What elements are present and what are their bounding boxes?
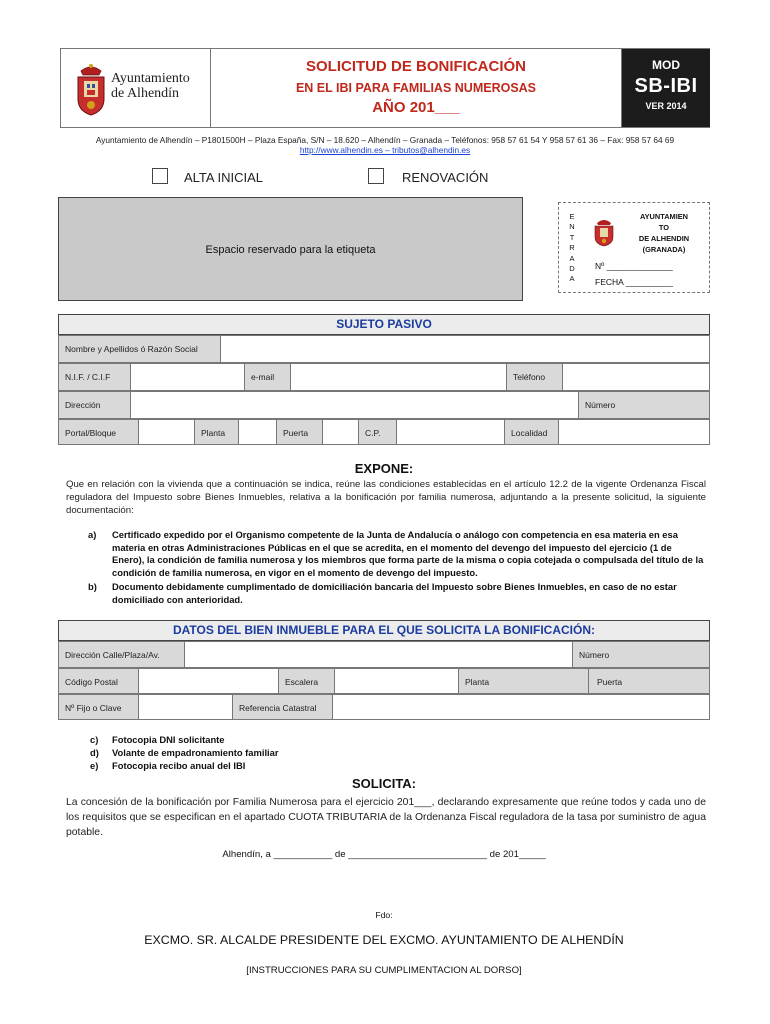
alta-inicial-label: ALTA INICIAL xyxy=(184,170,263,185)
bien-escalera-label: Escalera xyxy=(279,669,335,693)
item-a-text: Certificado expedido por el Organismo competente de la Junta de Andalucía o análogo con competencia en esa materia en esa materia en otras Administraciones Públicas en el que se acredita, en el momento del devengo del impuesto del ejercicio (1 de Enero), la condición de familia numerosa y los miembros que forma parte de la misma o copia cotejada o compulsada del título de la condición de familia numerosa, en vigor en el momento de devengo del impuesto. xyxy=(112,529,704,578)
entrada-number: Nº ______________ xyxy=(595,261,673,271)
entrada-letter: E xyxy=(569,212,575,221)
puerta-field[interactable] xyxy=(323,420,359,444)
bien-cp-field[interactable] xyxy=(139,669,279,693)
entrada-letter: A xyxy=(569,253,575,263)
bien-catastral-field[interactable] xyxy=(333,695,709,719)
nif-field[interactable] xyxy=(131,364,245,390)
bien-direccion-row xyxy=(58,641,710,668)
renovacion-label: RENOVACIÓN xyxy=(402,170,489,185)
bien-fijo-field[interactable] xyxy=(139,695,233,719)
item-b-marker: b) xyxy=(88,581,97,592)
bien-puerta-label xyxy=(589,669,709,693)
mod-version: VER 2014 xyxy=(645,101,687,111)
entrada-letter: A xyxy=(569,274,575,284)
nombre-label: Nombre y Apellidos ó Razón Social xyxy=(59,336,221,362)
mod-code: SB-IBI xyxy=(634,75,698,97)
doc-d-text: Volante de empadronamiento familiar xyxy=(112,747,279,758)
direccion-label: Dirección xyxy=(59,392,131,418)
bien-planta-label: Planta xyxy=(459,669,589,693)
expone-text: Que en relación con la vivienda que a continuación se indica, reúne las condiciones establecidas en el artículo 12.2 de la vigente Ordenanza Fiscal reguladora del Impuesto sobre Bienes Inmuebles, relativa a la bonificación por familia numerosa, adjuntando a la presente solicitud, la siguiente documentación: xyxy=(66,479,706,516)
localidad-field[interactable] xyxy=(559,420,709,444)
form-header xyxy=(60,48,710,128)
entrada-date: FECHA __________ xyxy=(595,277,673,287)
entrada-ayuntamiento xyxy=(619,211,709,255)
doc-e-marker: e) xyxy=(90,760,99,771)
address-block xyxy=(60,135,710,155)
localidad-label: Localidad xyxy=(505,420,559,444)
portal-field[interactable] xyxy=(139,420,195,444)
logo-line-2: de Alhendín xyxy=(111,86,180,101)
bien-escalera-field[interactable] xyxy=(335,669,459,693)
logo-cell xyxy=(61,49,211,127)
direccion-row xyxy=(58,391,710,419)
planta-field[interactable] xyxy=(239,420,277,444)
bien-catastral-row xyxy=(58,694,710,720)
small-coat-of-arms-icon xyxy=(593,217,615,247)
entrada-ayto-line: DE ALHENDIN xyxy=(638,234,690,243)
website-email-link[interactable]: http://www.alhendin.es – tributos@alhendin.es xyxy=(299,145,471,155)
form-subtitle: EN EL IBI PARA FAMILIAS NUMEROSAS xyxy=(295,81,537,95)
logo-text xyxy=(111,71,190,101)
label-reserved-area xyxy=(58,197,523,301)
sujeto-pasivo-header: SUJETO PASIVO xyxy=(58,314,710,335)
nif-label: N.I.F. / C.I.F xyxy=(59,364,131,390)
bien-catastral-label: Referencia Catastral xyxy=(233,695,333,719)
bien-puerta-text: Puerta xyxy=(597,677,623,687)
solicita-heading: SOLICITA: xyxy=(351,776,417,791)
nombre-row xyxy=(58,335,710,363)
entrada-vertical-text xyxy=(567,212,577,285)
cp-field[interactable] xyxy=(397,420,505,444)
bien-cp-row xyxy=(58,668,710,694)
doc-c-marker: c) xyxy=(90,734,99,745)
solicita-text: La concesión de la bonificación por Familia Numerosa para el ejercicio 201___, declarando expresamente que reúne todos y cada uno de los requisitos que se especifican en el apartado CUOTA TRIBUTARIA de la Ordenanza Fiscal reguladora de la tasa por suministro de agua potable. xyxy=(66,797,706,838)
date-line: Alhendín, a ___________ de __________________________ de 201_____ xyxy=(222,849,546,860)
model-cell xyxy=(622,49,710,127)
renovacion-checkbox[interactable] xyxy=(368,168,384,184)
email-field[interactable] xyxy=(291,364,507,390)
entry-stamp-box xyxy=(558,202,710,293)
item-a-marker: a) xyxy=(88,529,97,540)
cp-label: C.P. xyxy=(359,420,397,444)
entrada-ayto-line: (GRANADA) xyxy=(642,245,686,254)
portal-label: Portal/Bloque xyxy=(59,420,139,444)
coat-of-arms-icon xyxy=(75,61,107,117)
entrada-letter: D xyxy=(569,264,575,274)
puerta-label: Puerta xyxy=(277,420,323,444)
bien-numero-label: Número xyxy=(573,642,709,667)
doc-c-text: Fotocopia DNI solicitante xyxy=(112,734,225,745)
entrada-letter: R xyxy=(569,243,575,253)
bien-fijo-label: Nº Fijo o Clave xyxy=(59,695,139,719)
entrada-letter: T xyxy=(569,232,575,242)
title-cell xyxy=(211,49,622,127)
bien-cp-label: Código Postal xyxy=(59,669,139,693)
nif-row xyxy=(58,363,710,391)
bien-inmueble-header: DATOS DEL BIEN INMUEBLE PARA EL QUE SOLICITA LA BONIFICACIÓN: xyxy=(58,620,710,641)
numero-label: Número xyxy=(579,392,709,418)
doc-d-marker: d) xyxy=(90,747,99,758)
label-reserved-text: Espacio reservado para la etiqueta xyxy=(205,244,376,256)
doc-e-text: Fotocopia recibo anual del IBI xyxy=(112,760,246,771)
entrada-ayto-line: TO xyxy=(658,223,670,232)
telefono-field[interactable] xyxy=(563,364,709,390)
alta-inicial-checkbox[interactable] xyxy=(152,168,168,184)
nombre-field[interactable] xyxy=(221,336,709,362)
logo-line-1: Ayuntamiento xyxy=(111,71,190,86)
telefono-label: Teléfono xyxy=(507,364,563,390)
bien-direccion-field[interactable] xyxy=(185,642,573,667)
bien-direccion-label: Dirección Calle/Plaza/Av. xyxy=(59,642,185,667)
entrada-letter: N xyxy=(569,222,575,232)
form-title: SOLICITUD DE BONIFICACIÓN xyxy=(306,58,526,75)
direccion-field[interactable] xyxy=(131,392,579,418)
item-b-text: Documento debidamente cumplimentado de domiciliación bancaria del Impuesto sobre Bienes Inmuebles, en caso de no estar domiciliado con anterioridad. xyxy=(112,581,677,605)
form-year: AÑO 201___ xyxy=(372,99,460,116)
portal-row xyxy=(58,419,710,445)
instructions-note: [INSTRUCCIONES PARA SU CUMPLIMENTACION AL DORSO] xyxy=(246,965,522,976)
address-text: Ayuntamiento de Alhendín – P1801500H – Plaza España, S/N – 18.620 – Alhendín – Granada – Teléfonos: 958 57 61 54 Y 958 57 61 36 – Fax: 958 57 64 69 xyxy=(95,135,675,145)
email-label: e-mail xyxy=(245,364,291,390)
addressee: EXCMO. SR. ALCALDE PRESIDENTE DEL EXCMO. AYUNTAMIENTO DE ALHENDÍN xyxy=(144,933,624,947)
entrada-ayto-line: AYUNTAMIEN xyxy=(639,212,689,221)
planta-label: Planta xyxy=(195,420,239,444)
mod-label: MOD xyxy=(652,58,680,72)
signature-label: Fdo: xyxy=(375,910,393,920)
expone-heading: EXPONE: xyxy=(354,461,414,476)
